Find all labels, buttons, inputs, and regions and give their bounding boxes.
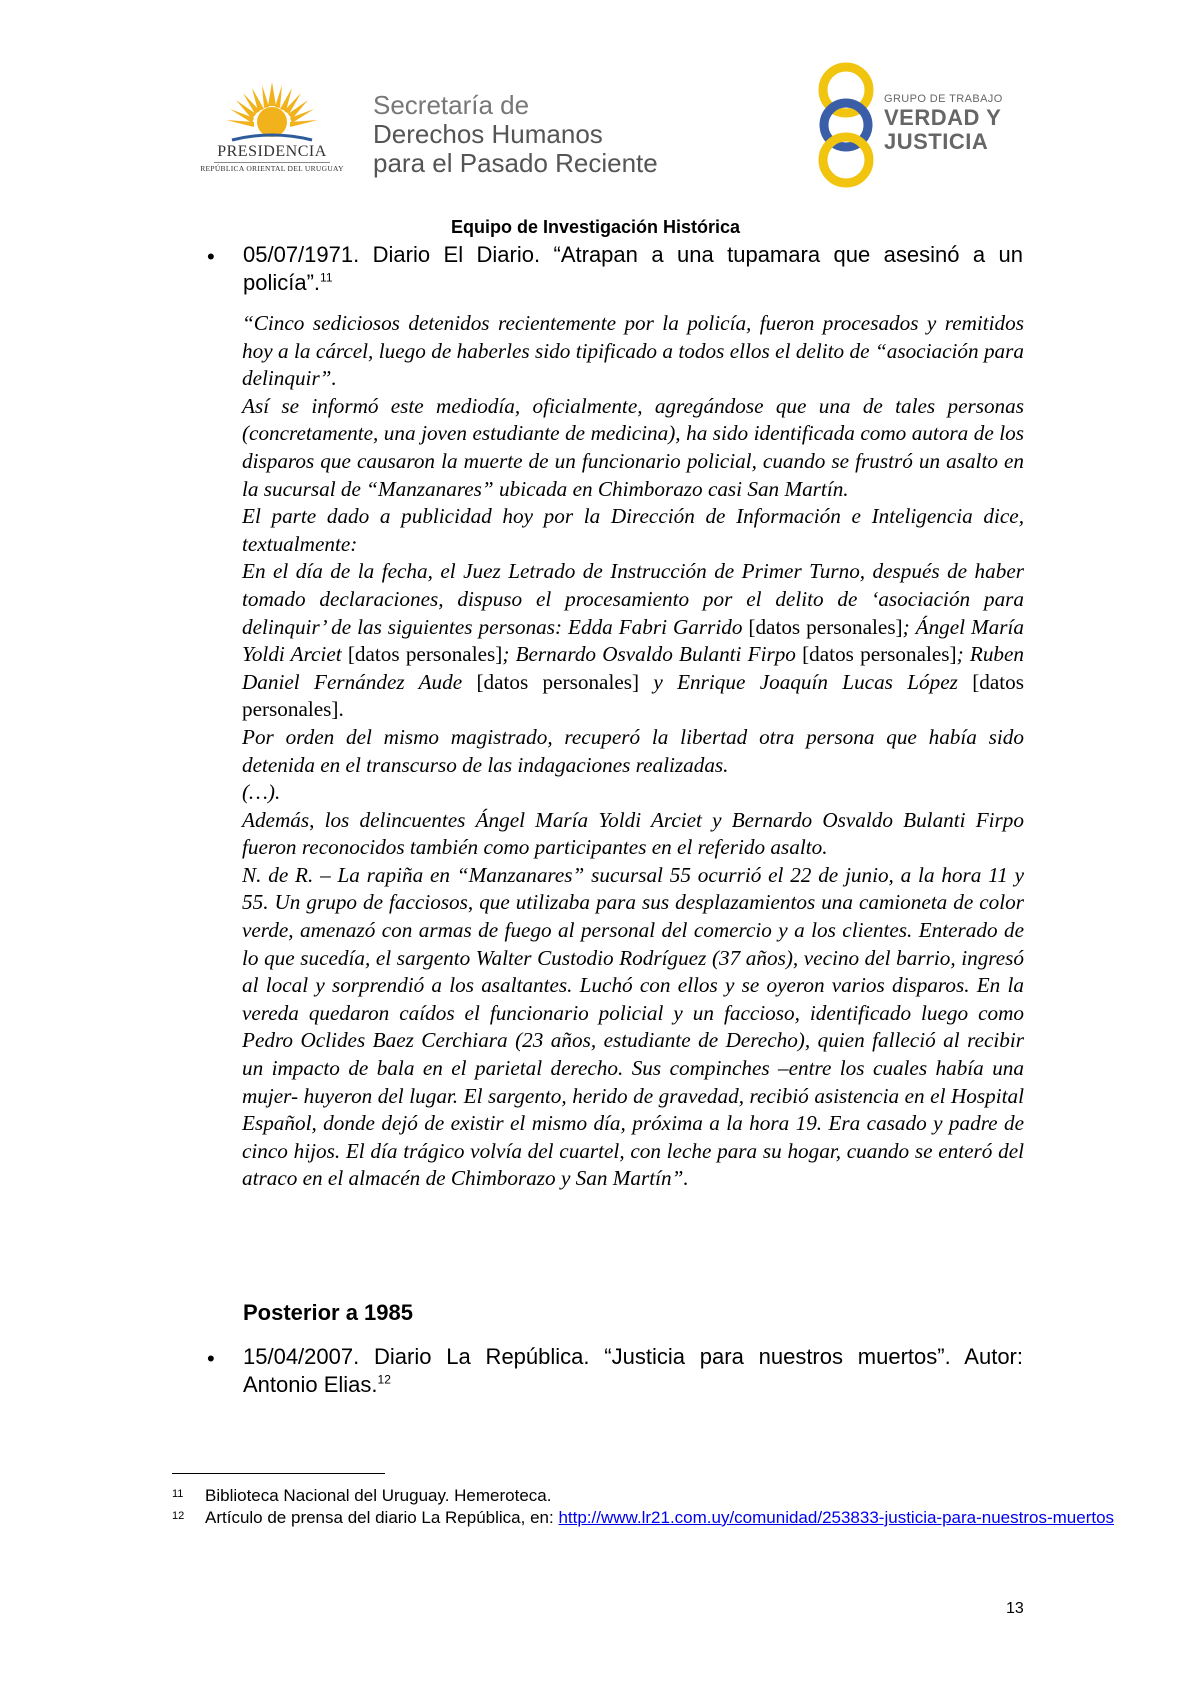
footnote-separator	[172, 1473, 385, 1474]
presidencia-divider	[214, 162, 330, 163]
page-number: 13	[1006, 1600, 1024, 1617]
footnote-text: Artículo de prensa del diario La República, en:	[205, 1508, 559, 1527]
quote-paragraph-4	[242, 558, 1024, 724]
grupo-verdad-justicia-logo	[812, 60, 1032, 190]
datos-personales-4: [datos personales]	[476, 669, 640, 694]
quote-p4-intro: En el día de la fecha, el Juez Letrado de Instrucción de Primer Turno, después de haber tomado declaraciones, dispuso el procesamiento por el delito de ‘asociación para delinquir’ de las siguientes personas: Edda Fabri Garrido	[242, 559, 1024, 639]
datos-personales-2: [datos personales]	[347, 642, 503, 667]
entry-1-text	[243, 241, 1023, 297]
quote-name-3: ; Bernardo Osvaldo Bulanti Firpo	[502, 642, 803, 667]
bullet-marker: •	[207, 244, 215, 269]
quote-paragraph-5: Por orden del mismo magistrado, recuperó la libertad otra persona que había sido detenida en el transcurso de las indagaciones realizadas.	[242, 724, 1024, 777]
secretaria-line-2: Derechos Humanos	[373, 119, 603, 149]
bullet-marker: •	[207, 1346, 215, 1371]
footnote-ref-12[interactable]: 12	[377, 1372, 391, 1387]
secretaria-line-3: para el Pasado Reciente	[373, 148, 658, 178]
entry-1-citation: 05/07/1971. Diario El Diario. “Atrapan a una tupamara que asesinó a un policía”.	[243, 242, 1023, 295]
presidencia-logo	[192, 80, 352, 180]
datos-personales-3: [datos personales]	[802, 642, 957, 667]
quote-paragraph-2: Así se informó este mediodía, oficialmente, agregándose que una de tales personas (concretamente, una joven estudiante de medicina), ha sido identificada como autora de los disparos que causaron la muerte de un funcionario policial, cuando se frustró un asalto en la sucursal de “Manzanares” ubicada en Chimborazo casi San Martín.	[242, 393, 1024, 501]
footnote-number: 12	[172, 1510, 185, 1522]
footnote-ref-11[interactable]: 11	[320, 270, 333, 285]
section-heading: Posterior a 1985	[243, 1300, 413, 1325]
footnote-number: 11	[172, 1488, 184, 1500]
linked-rings-icon	[812, 60, 884, 190]
entry-2-text	[243, 1343, 1023, 1399]
quote-paragraph-6: (…).	[242, 780, 281, 805]
grupo-text	[884, 93, 1003, 154]
quote-name-4: ; Ruben Daniel Fernández Aude	[242, 642, 1025, 694]
grupo-line-2: VERDAD Y	[884, 105, 1002, 130]
quote-paragraph-8: N. de R. – La rapiña en “Manzanares” sucursal 55 ocurrió el 22 de junio, a la hora 11 y 55. Un grupo de facciosos, que utilizaba para sus desplazamientos una camioneta de color verde, amenazó con armas de fuego al personal del comercio y a los clientes. Enterado de lo que sucedía, el sargento Walter Custodio Rodríguez (37 años), vecino del barrio, ingresó al local y sorprendió a los asaltantes. Luchó con ellos y se oyeron varios disparos. En la vereda quedaron caídos el funcionario policial y un faccioso, identificado luego como Pedro Oclides Baez Cerchiara (23 años, estudiante de Derecho), quien falleció al recibir un impacto de bala en el parietal derecho. Sus compinches –entre los cuales había una mujer- huyeron del lugar. El sargento, herido de gravedad, recibió asistencia en el Hospital Español, donde dejó de existir el mismo día, próxima a la hora 19. Era casado y padre de cinco hijos. El día trágico volvía del cuartel, con leche para su hogar, cuando se enteró del atraco en el almacén de Chimborazo y San Martín”.	[242, 862, 1024, 1191]
team-title: Equipo de Investigación Histórica	[450, 217, 741, 237]
footnote-text-wrapper	[205, 1508, 1191, 1528]
quoted-article	[242, 310, 1024, 1193]
footnote-text: Biblioteca Nacional del Uruguay. Hemeroteca.	[205, 1486, 552, 1505]
grupo-line-1: GRUPO DE TRABAJO	[884, 93, 1003, 105]
secretaria-logo-text	[373, 90, 658, 178]
presidencia-subtitle: REPÚBLICA ORIENTAL DEL URUGUAY	[200, 164, 344, 173]
entry-2-citation: 15/04/2007. Diario La República. “Justicia para nuestros muertos”. Autor: Antonio Elias.	[243, 1344, 1023, 1397]
presidencia-name: PRESIDENCIA	[217, 143, 327, 160]
datos-personales-5: [datos personales].	[242, 669, 1024, 722]
quote-paragraph-1: “Cinco sediciosos detenidos recientemente por la policía, fueron procesados y remitidos hoy a la cárcel, luego de haberles sido tipificado a todos ellos el delito de “asociación para delinquir”.	[242, 311, 1024, 391]
quote-name-2: ; Ángel María Yoldi Arciet	[242, 614, 1025, 667]
secretaria-line-1: Secretaría de	[373, 90, 530, 120]
sun-icon	[222, 80, 322, 150]
quote-paragraph-7: Además, los delincuentes Ángel María Yoldi Arciet y Bernardo Osvaldo Bulanti Firpo fueron reconocidos también como participantes en el referido asalto.	[242, 807, 1024, 860]
article-link[interactable]: http://www.lr21.com.uy/comunidad/253833-justicia-para-nuestros-muertos	[558, 1508, 1115, 1527]
quote-name-5: y Enrique Joaquín Lucas López	[639, 669, 973, 694]
datos-personales-1: [datos personales]	[748, 614, 903, 639]
quote-paragraph-3: El parte dado a publicidad hoy por la Dirección de Información e Inteligencia dice, textualmente:	[242, 504, 1024, 556]
grupo-line-3: JUSTICIA	[884, 129, 989, 154]
